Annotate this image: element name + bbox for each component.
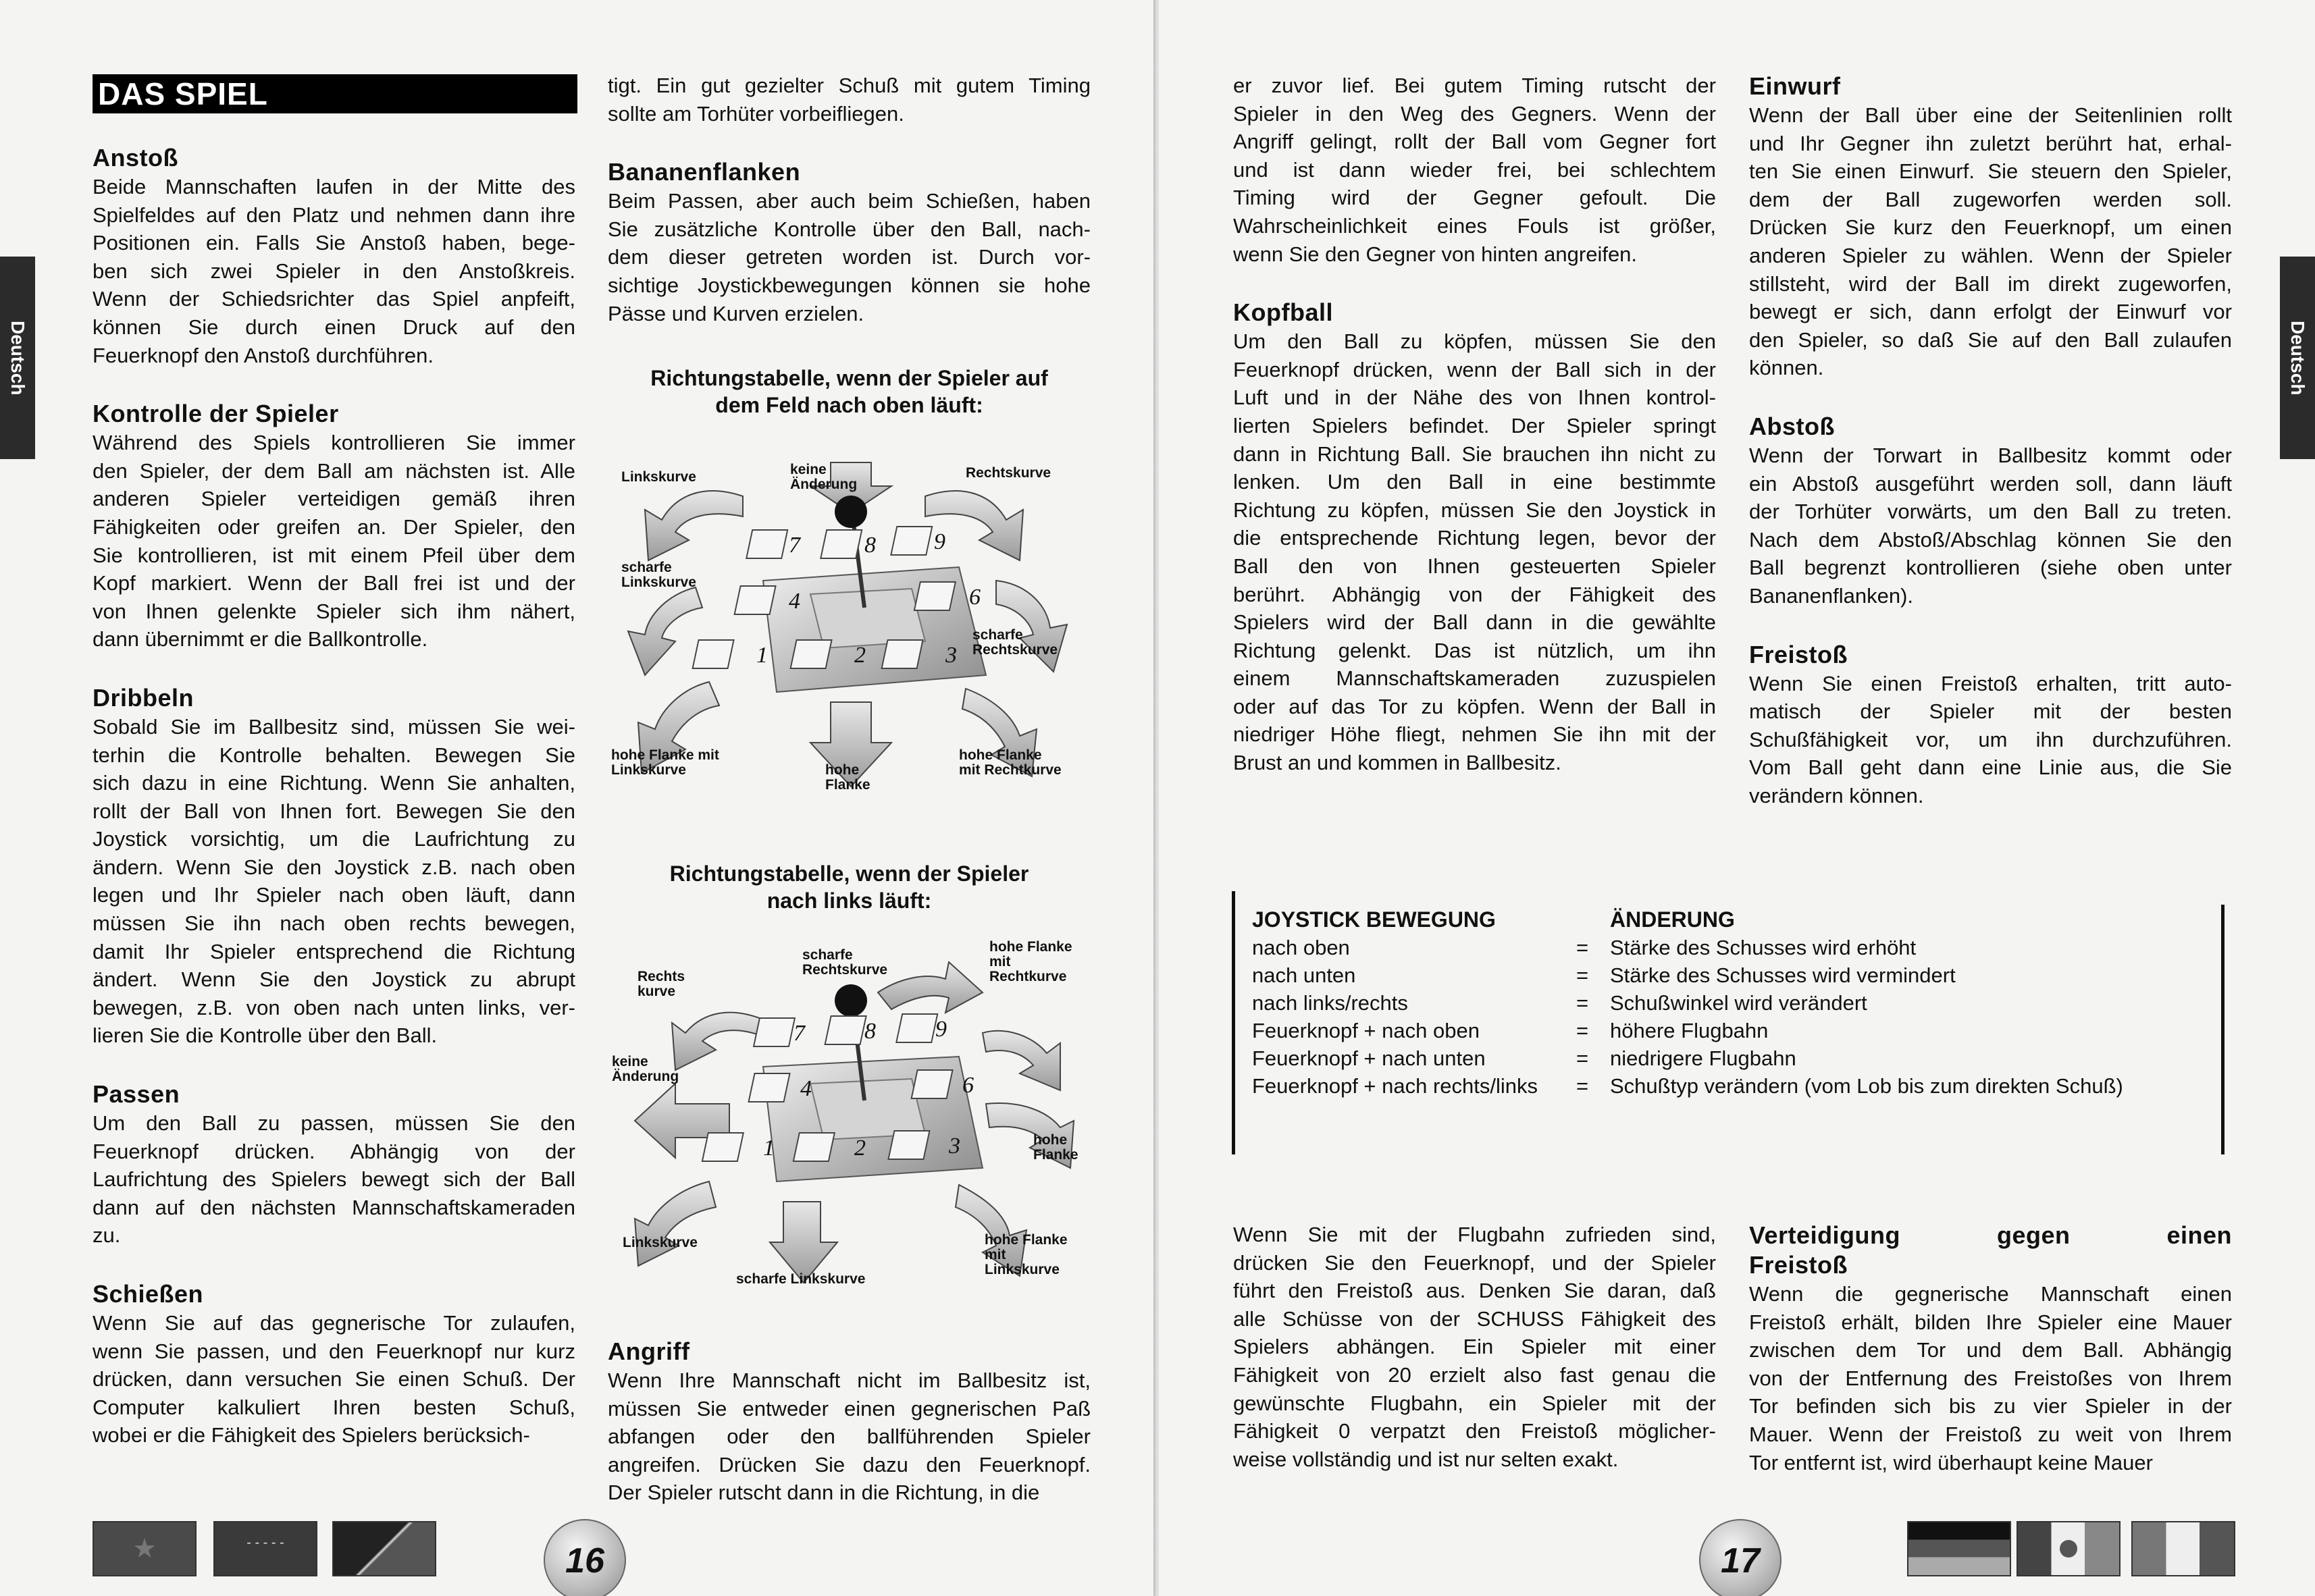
arrow-left-curve <box>645 491 743 560</box>
text-line: ten Sie einen Einwurf. Sie steuern den Spieler, <box>1749 159 2232 184</box>
text-line: Wenn Ihre Mannschaft nicht im Ballbesitz ist, <box>608 1368 1091 1392</box>
figure-1-title: Richtungstabelle, wenn der Spieler auf dem Feld nach oben läuft: <box>650 366 1048 417</box>
heading: Abstoß <box>1749 412 1835 440</box>
flag-mexico <box>2017 1521 2121 1576</box>
joystick-knob <box>835 496 867 528</box>
text-line: damit Ihr Spieler entsprechend die Richtung <box>93 939 575 963</box>
text-line: Wenn Sie mit der Flugbahn zufrieden sind, <box>1233 1223 1716 1246</box>
key-2: 2 <box>854 643 866 668</box>
paragraph <box>1233 327 1716 777</box>
text-line: Fähigkeiten oder greifen an. Der Spieler, den <box>93 514 575 539</box>
text-line: sichtige Joystickbewegungen können sie hohe <box>608 273 1091 297</box>
paragraph <box>1233 1221 1716 1473</box>
heading: Einwurf <box>1749 72 1841 100</box>
heading: Verteidigung gegen einen <box>1749 1221 2232 1249</box>
table-cell-move: nach oben <box>1252 936 1350 959</box>
key-1: 1 <box>763 1136 775 1161</box>
table-cell-change: niedrigere Flugbahn <box>1610 1046 1796 1070</box>
text-line: Computer kalkuliert Ihren besten Schuß, <box>93 1395 575 1419</box>
label-sharp-right: scharfe Rechtskurve <box>972 627 1058 658</box>
paragraph <box>93 713 575 1050</box>
label-right-curve: Rechtskurve <box>966 465 1051 481</box>
text-line: Timing wird der Gegner gefoult. Die <box>1233 186 1716 210</box>
key-4: 4 <box>789 589 800 614</box>
text-line: legen und Ihr Spieler nach oben läuft, dann <box>93 883 575 907</box>
text-line: tigt. Ein gut gezielter Schuß mit gutem Timing <box>608 74 1091 97</box>
flag-saudi-arabia: - - - - - <box>213 1521 317 1576</box>
paragraph <box>1233 72 1716 268</box>
text-line: Fähigkeit von 20 erzielt also fast genau die <box>1233 1362 1716 1387</box>
text-line: einem Mannschaftskameraden zuzuspielen <box>1233 666 1716 691</box>
heading: Angriff <box>608 1337 690 1365</box>
text-line: Richtung zu köpfen, müssen Sie den Joystick in <box>1233 498 1716 522</box>
text-line: oder auf das Tor zu köpfen. Wenn der Ball in <box>1233 694 1716 718</box>
label-high-right: hohe Flanke mit Rechtkurve <box>959 747 1062 778</box>
text-line: Ball begrenzt kontrollieren (siehe oben unter <box>1749 556 2232 580</box>
label-high: hohe Flanke <box>825 762 870 793</box>
page-number-ball: 16 <box>544 1519 626 1596</box>
text-line: lierten Spielers befindet. Der Spieler springt <box>1233 413 1716 437</box>
text-line: Positionen ein. Falls Sie Anstoß haben, bege- <box>93 231 575 255</box>
heading: Freistoß <box>1749 640 1848 668</box>
text-line: und ist dann wieder frei, bei schlechtem <box>1233 157 1716 182</box>
text-line: Spielers wird der Ball dann in die gewählte <box>1233 610 1716 635</box>
text-line: drücken Sie den Feuerknopf, und der Spieler <box>1233 1250 1716 1275</box>
text-line: berührt. Abhängig von der Fähigkeit des <box>1233 582 1716 606</box>
section-anstoss <box>93 143 575 369</box>
text-line: ein Abstoß ausgeführt werden soll, dann läuft <box>1749 471 2232 496</box>
key-1: 1 <box>756 643 768 668</box>
text-line: Sie kontrollieren, ist mit einem Pfeil über dem <box>93 543 575 567</box>
text-line: Während des Spiels kontrollieren Sie immer <box>93 431 575 455</box>
text-line: von der Entfernung des Freistoßes von Ihrem <box>1749 1366 2232 1390</box>
table-cell-eq: = <box>1576 1019 1589 1042</box>
text-line: Sie zusätzliche Kontrolle über den Ball, nach- <box>608 217 1091 241</box>
table-cell-move: nach links/rechts <box>1252 991 1408 1015</box>
paragraph <box>608 187 1091 327</box>
text-line: Tor befinden sich bis zu vier Spieler in der <box>1749 1394 2232 1418</box>
key-8: 8 <box>864 533 876 558</box>
heading: Schießen <box>93 1280 204 1308</box>
paragraph <box>608 72 1091 128</box>
text-line: lenken. Um den Ball in eine bestimmte <box>1233 470 1716 494</box>
key-4: 4 <box>800 1076 812 1101</box>
table-cell-move: Feuerknopf + nach rechts/links <box>1252 1074 1538 1098</box>
text-line: gewünschte Flugbahn, ein Spieler mit der <box>1233 1391 1716 1415</box>
language-tab: Deutsch <box>0 257 35 459</box>
text-line: Wenn der Ball über eine der Seitenlinien rollt <box>1749 103 2232 127</box>
paragraph <box>1749 101 2232 382</box>
arrow-left-curve <box>635 1181 716 1266</box>
left-column-1 <box>93 143 575 1449</box>
paragraph <box>93 173 575 369</box>
label-no-change: keine Änderung <box>612 1054 679 1084</box>
text-line: Beim Passen, aber auch beim Schießen, haben <box>608 189 1091 213</box>
paragraph <box>1749 670 2232 810</box>
joystick-knob <box>835 984 867 1017</box>
section-banner: DAS SPIEL <box>93 74 577 113</box>
text-line: Fähigkeit 0 verpatzt den Freistoß möglicher- <box>1233 1419 1716 1443</box>
text-line: Nach dem Abstoß/Abschlag können Sie den <box>1749 527 2232 552</box>
label-left-curve: Linkskurve <box>623 1235 698 1250</box>
key-7: 7 <box>789 533 800 558</box>
text-line: dem dieser getreten worden ist. Durch vor- <box>608 245 1091 269</box>
heading: Bananenflanken <box>608 158 801 186</box>
table-cell-change: Stärke des Schusses wird vermindert <box>1610 963 1956 987</box>
left-page <box>0 0 1156 1596</box>
text-line: Wenn der Torwart in Ballbesitz kommt oder <box>1749 443 2232 467</box>
arrow-high-right <box>983 1031 1060 1090</box>
text-line: Wenn Sie auf das gegnerische Tor zulaufen, <box>93 1311 575 1335</box>
table-cell-eq: = <box>1576 991 1589 1015</box>
heading: Kopfball <box>1233 298 1333 327</box>
text-line: dann übernimmt er die Ballkontrolle. <box>93 627 428 651</box>
table-cell-move: nach unten <box>1252 963 1356 987</box>
label-high-right: hohe Flanke mit Rechtkurve <box>989 939 1072 984</box>
text-line: Beide Mannschaften laufen in der Mitte des <box>93 175 575 198</box>
text-line: bewegen, z.B. von oben nach unten links, ver- <box>93 995 575 1019</box>
right-column-1-bottom <box>1233 1221 1716 1473</box>
text-line: Wenn Sie einen Freistoß erhalten, tritt auto- <box>1749 671 2232 695</box>
table-cell-move: Feuerknopf + nach unten <box>1252 1046 1486 1070</box>
text-line: Angriff gelingt, rollt der Ball vom Gegner fort <box>1233 130 1716 154</box>
arrow-sharp-left <box>628 587 702 675</box>
text-line: Spielfeldes auf den Platz und nehmen dann ihre <box>93 203 575 227</box>
text-line: Der Spieler rutscht dann in die Richtung, in die <box>608 1481 1040 1505</box>
paragraph <box>93 429 575 654</box>
flag-antigua <box>332 1521 436 1576</box>
flag-germany <box>1907 1521 2011 1576</box>
text-line: angreifen. Drücken Sie dazu den Feuerknopf. <box>608 1452 1091 1477</box>
table-cell-eq: = <box>1576 963 1589 987</box>
text-line: matisch der Spieler mit der besten <box>1749 699 2232 724</box>
text-line: bewegt er sich, dann erfolgt der Einwurf vor <box>1749 300 2232 324</box>
left-column-2 <box>608 72 1091 327</box>
text-line: Feuerknopf drücken. Abhängig von der <box>93 1139 575 1163</box>
text-line: alle Schüsse von der SCHUSS Fähigkeit des <box>1233 1306 1716 1331</box>
text-line: Um den Ball zu passen, müssen Sie den <box>93 1111 575 1136</box>
text-line: Drücken Sie kurz den Feuerknopf, um einen <box>1749 215 2232 240</box>
text-line: Richtung gelenkt. Das ist nützlich, um ihn <box>1233 638 1716 662</box>
text-line: können Sie durch einen Druck auf den <box>93 315 575 339</box>
table-cell-eq: = <box>1576 1074 1589 1098</box>
label-no-change: keine Änderung <box>790 462 858 492</box>
text-line: terhin die Kontrolle behalten. Bewegen Sie <box>93 743 575 767</box>
text-line: drücken, dann versuchen Sie einen Schuß. Der <box>93 1367 575 1391</box>
label-sharp-left: scharfe Linkskurve <box>736 1271 866 1287</box>
text-line: Schußfähigkeit vor, um ihn durchzuführen. <box>1749 727 2232 751</box>
text-line: weise vollständig und ist nur selten exakt. <box>1233 1447 1619 1471</box>
text-line: den Spieler, der dem Ball am nächsten ist. Alle <box>93 458 575 483</box>
key-3: 3 <box>949 1134 960 1159</box>
text-line: der Torhüter vorwärts, um den Ball zu treten. <box>1749 500 2232 524</box>
arrow-sharp-right <box>878 962 983 1013</box>
text-line: müssen Sie entweder einen gegnerischen Paß <box>608 1396 1091 1420</box>
text-line: Tor entfernt ist, wird überhaupt keine Mauer <box>1749 1450 2153 1474</box>
right-column-1 <box>1233 72 1716 777</box>
arrow-right-curve <box>672 1013 763 1070</box>
label-high: hohe Flanke <box>1033 1132 1078 1163</box>
heading: Passen <box>93 1080 180 1109</box>
heading: Kontrolle der Spieler <box>93 400 339 428</box>
text-line: Sobald Sie im Ballbesitz sind, müssen Sie wei- <box>93 714 575 739</box>
text-line: dann auf den nächsten Mannschaftskameraden <box>93 1195 575 1219</box>
right-page <box>1159 0 2315 1596</box>
key-9: 9 <box>934 529 945 554</box>
flag-italy <box>2131 1521 2235 1576</box>
text-line: und Ihr Gegner ihn zuletzt berührt hat, erhal- <box>1749 131 2232 155</box>
text-line: können. <box>1749 356 1824 380</box>
text-line: die entsprechende Richtung legen, bevor der <box>1233 526 1716 550</box>
section-angriff <box>608 1337 1091 1507</box>
paragraph <box>1749 442 2232 610</box>
key-6: 6 <box>969 585 981 610</box>
section-kontrolle <box>93 399 575 654</box>
text-line: ben sich zwei Spieler in den Anstoßkreis. <box>93 259 575 283</box>
text-line: Joystick vorsichtig, um die Laufrichtung zu <box>93 827 575 851</box>
text-line: von Ihnen gelenkte Spieler sich ihm nähert, <box>93 599 575 623</box>
text-line: ändert. Wenn Sie den Joystick zu abrupt <box>93 967 575 992</box>
label-left-curve: Linkskurve <box>621 469 696 485</box>
text-line: Feuerknopf den Anstoß durchführen. <box>93 343 434 367</box>
table-cell-eq: = <box>1576 1046 1589 1070</box>
key-6: 6 <box>962 1073 974 1098</box>
text-line: Luft und in der Nähe des von Ihnen kontrol- <box>1233 385 1716 410</box>
key-8: 8 <box>864 1019 876 1044</box>
joystick-table <box>1232 891 2225 1154</box>
text-line: wobei er die Fähigkeit des Spielers berücksich- <box>93 1423 530 1447</box>
text-line: Feuerknopf drücken, wenn der Ball sich in der <box>1233 357 1716 381</box>
text-line: zwischen dem Tor und dem Ball. Abhängig <box>1749 1338 2232 1362</box>
figure-2-title: Richtungstabelle, wenn der Spieler nach links läuft: <box>669 861 1029 913</box>
text-line: führt den Freistoß aus. Denken Sie daran, daß <box>1233 1279 1716 1303</box>
text-line: anderen Spieler zu wählen. Wenn der Spieler <box>1749 243 2232 267</box>
key-3: 3 <box>945 643 957 668</box>
text-line: Spielers abhängen. Ein Spieler mit einer <box>1233 1335 1716 1359</box>
text-line: Laufrichtung des Spielers bewegt sich der Ball <box>93 1167 575 1192</box>
flag-morocco: ★ <box>93 1521 197 1576</box>
text-line: Spieler in den Weg des Gegners. Wenn der <box>1233 101 1716 126</box>
text-line: ändern. Wenn Sie den Joystick z.B. nach oben <box>93 855 575 879</box>
text-line: stillsteht, wird der Ball im direkt zugeworfen, <box>1749 271 2232 296</box>
table-header-move: JOYSTICK BEWEGUNG <box>1252 907 1496 932</box>
text-line: dann in Richtung Ball. Sie brauchen ihn nicht zu <box>1233 442 1716 466</box>
label-sharp-right: scharfe Rechtskurve <box>802 947 888 978</box>
paragraph <box>93 1109 575 1250</box>
text-line: wenn Sie den Gegner von hinten angreifen. <box>1233 242 1638 266</box>
text-line: Brust an und kommen in Ballbesitz. <box>1233 751 1561 775</box>
page-number-ball: 17 <box>1699 1519 1781 1596</box>
label-sharp-left: scharfe Linkskurve <box>621 560 696 590</box>
section-passen <box>93 1080 575 1250</box>
text-line: den Spieler, so daß Sie auf den Ball zulaufen <box>1749 327 2232 352</box>
text-line: Kopf markiert. Wenn der Ball frei ist und der <box>93 571 575 595</box>
section-verteidigung <box>1749 1221 2232 1477</box>
table-header-change: ÄNDERUNG <box>1610 907 1735 932</box>
text-line: rollt der Ball von Ihnen fort. Bewegen Sie den <box>93 799 575 823</box>
text-line: Ball den von Ihnen gesteuerten Spieler <box>1233 554 1716 578</box>
text-line: Wenn der Schiedsrichter das Spiel anpfeift, <box>93 287 575 311</box>
text-line: Wahrscheinlichkeit eines Fouls ist größer, <box>1233 213 1716 238</box>
table-cell-change: Stärke des Schusses wird erhöht <box>1610 936 1917 959</box>
label-high-left: hohe Flanke mit Linkskurve <box>611 747 719 778</box>
arrow-sharp-right <box>996 581 1067 672</box>
text-line: verändern können. <box>1749 783 1924 807</box>
text-line: sollte am Torhüter vorbeifliegen. <box>608 101 904 126</box>
text-line: wenn Sie passen, und den Feuerknopf nur kurz <box>93 1339 575 1363</box>
language-tab: Deutsch <box>2280 257 2315 459</box>
text-line: Bananenflanken). <box>1749 583 1914 608</box>
section-dribbeln <box>93 683 575 1050</box>
text-line: Um den Ball zu köpfen, müssen Sie den <box>1233 329 1716 354</box>
key-9: 9 <box>935 1017 947 1042</box>
heading: Freistoß <box>1749 1251 1848 1279</box>
heading: Dribbeln <box>93 683 194 712</box>
right-column-2 <box>1749 72 2232 809</box>
text-line: Vom Ball geht dann eine Linie aus, die Sie <box>1749 755 2232 780</box>
arrow-sharp-left <box>770 1202 837 1283</box>
text-line: er zuvor lief. Bei gutem Timing rutscht der <box>1233 74 1716 97</box>
section-schiessen <box>93 1279 575 1449</box>
table-cell-change: Schußwinkel wird verändert <box>1610 991 1867 1015</box>
label-right-curve: Rechts kurve <box>638 969 685 999</box>
table-cell-change: höhere Flugbahn <box>1610 1019 1769 1042</box>
text-line: Wenn die gegnerische Mannschaft einen <box>1749 1282 2232 1306</box>
paragraph <box>608 1366 1091 1507</box>
text-line: anderen Spieler verteidigen gemäß ihren <box>93 487 575 511</box>
key-7: 7 <box>794 1021 805 1046</box>
text-line: Pässe und Kurven erzielen. <box>608 301 864 325</box>
text-line: abfangen oder den ballführenden Spieler <box>608 1425 1091 1449</box>
text-line: sich dazu in eine Richtung. Wenn Sie anhalten, <box>93 771 575 795</box>
key-2: 2 <box>854 1136 866 1161</box>
table-cell-eq: = <box>1576 936 1589 959</box>
text-line: niedriger Höhe fliegt, nehmen Sie ihn mit der <box>1233 722 1716 747</box>
text-line: lieren Sie die Kontrolle über den Ball. <box>93 1023 438 1048</box>
paragraph <box>93 1309 575 1449</box>
paragraph <box>1749 1280 2232 1477</box>
text-line: dem der Ball zugeworfen werden soll. <box>1749 187 2232 211</box>
text-line: zu. <box>93 1223 121 1248</box>
table-cell-move: Feuerknopf + nach oben <box>1252 1019 1480 1042</box>
text-line: Mauer. Wenn der Freistoß zu weit von Ihrem <box>1749 1422 2232 1446</box>
text-line: Freistoß erhält, bilden Ihre Spieler eine Mauer <box>1749 1310 2232 1334</box>
table-cell-change: Schußtyp verändern (vom Lob bis zum direkten Schuß) <box>1610 1074 2123 1098</box>
text-line: müssen Sie ihn nach oben rechts bewegen, <box>93 911 575 936</box>
label-high-left: hohe Flanke mit Linkskurve <box>985 1232 1068 1277</box>
heading: Anstoß <box>93 144 178 171</box>
